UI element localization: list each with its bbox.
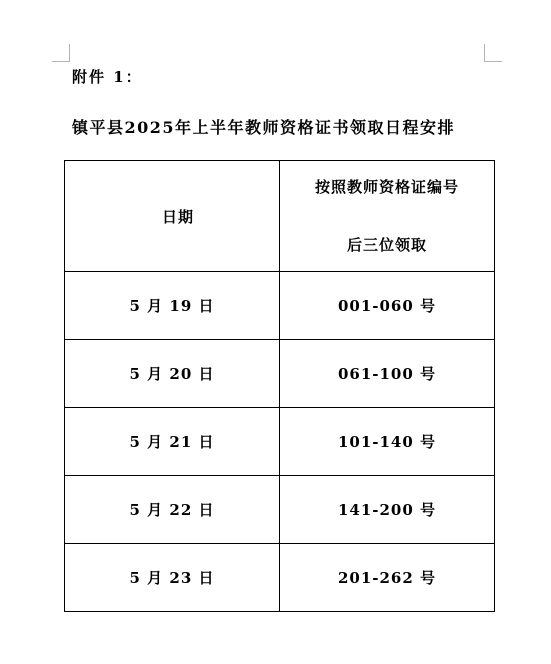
attachment-label: 附件 1： bbox=[72, 68, 143, 86]
table-row bbox=[65, 272, 495, 340]
cell-range: 201-262 号 bbox=[280, 544, 495, 612]
crop-mark bbox=[52, 61, 70, 62]
cell-date: 5 月 23 日 bbox=[65, 544, 280, 612]
header-number-range bbox=[280, 161, 495, 272]
crop-mark bbox=[69, 44, 70, 62]
cell-date: 5 月 19 日 bbox=[65, 272, 280, 340]
crop-mark bbox=[484, 44, 485, 62]
cell-date: 5 月 21 日 bbox=[65, 408, 280, 476]
page-title: 镇平县2025年上半年教师资格证书领取日程安排 bbox=[72, 118, 456, 137]
table-row bbox=[65, 340, 495, 408]
schedule-table bbox=[64, 160, 495, 612]
header-range-line-1: 按照教师资格证编号 bbox=[314, 178, 459, 196]
header-date: 日期 bbox=[65, 161, 280, 272]
cell-date: 5 月 22 日 bbox=[65, 476, 280, 544]
cell-range: 001-060 号 bbox=[280, 272, 495, 340]
table-row bbox=[65, 544, 495, 612]
table-header-row bbox=[65, 161, 495, 272]
table-row bbox=[65, 476, 495, 544]
cell-date: 5 月 20 日 bbox=[65, 340, 280, 408]
cell-range: 061-100 号 bbox=[280, 340, 495, 408]
cell-range: 101-140 号 bbox=[280, 408, 495, 476]
header-range-line-2: 后三位领取 bbox=[346, 236, 427, 254]
cell-range: 141-200 号 bbox=[280, 476, 495, 544]
table-row bbox=[65, 408, 495, 476]
crop-mark bbox=[484, 61, 502, 62]
